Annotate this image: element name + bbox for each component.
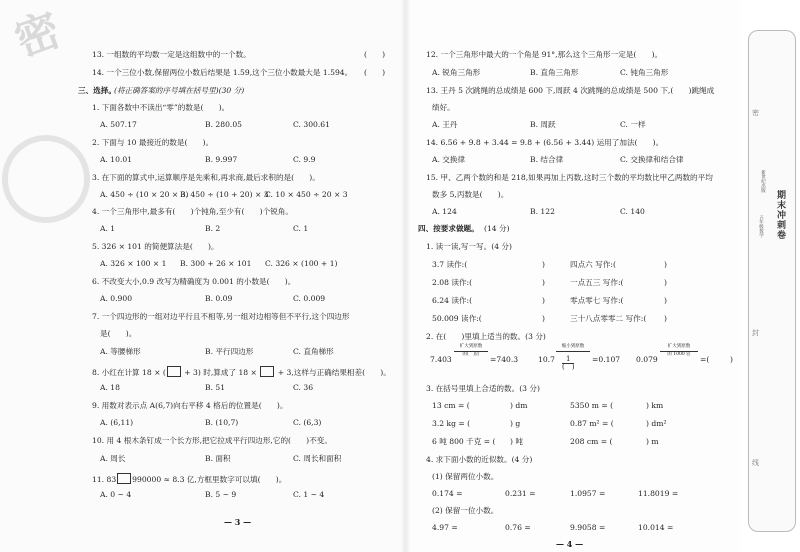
close-paren: ): [664, 260, 667, 269]
write-item: 一点五三 写作:(: [570, 278, 624, 287]
option-c: C. 140: [620, 207, 645, 216]
section-title-practice: 四、按要求做题。: [418, 224, 479, 233]
side-margin-strip: [748, 30, 796, 532]
option-a: A. 0.900: [100, 294, 133, 303]
option-b: B. 2: [205, 224, 221, 233]
question-tf-14: 14. 一个三位小数,保留两位小数后结果是 1.59,这个三位小数最大是 1.594。: [92, 68, 353, 77]
question-text-part: 990000 ≈ 8.3 亿,方框里数字可以填( )。: [132, 475, 287, 484]
chain-arrow-top: 扩大到原数: [660, 345, 698, 352]
option-c: C. 一样: [620, 120, 646, 129]
question-text-cont: 绩好。: [432, 103, 455, 112]
option-a: A. 锐角三角形: [432, 68, 481, 77]
question-text: 9. 用数对表示点 A(6,7)向右平移 4 格后的位置是( )。: [92, 401, 288, 410]
close-paren: ): [542, 296, 545, 305]
unit-item-left: 0.87 m² = (: [570, 419, 614, 428]
read-item: 2.08 读作:(: [432, 278, 473, 287]
question-text-part: + 3) 时,算成了 18 ×: [181, 368, 260, 377]
option-c: C. 1: [293, 224, 309, 233]
option-b: B. 300 + 26 × 101: [180, 259, 252, 268]
write-item: 四点六 写作:(: [570, 260, 616, 269]
option-c: C. 直角梯形: [293, 347, 334, 356]
option-b: B. 122: [530, 207, 555, 216]
unit-item-right: ) g: [510, 419, 521, 428]
option-b: B. (10,7): [205, 418, 239, 427]
read-item: 50.009 读作:(: [432, 314, 482, 323]
blank-box: [167, 366, 181, 377]
stamp-glyph: 密: [8, 4, 68, 68]
option-b: B. 5 ~ 9: [205, 490, 237, 499]
side-label-seal: 封: [752, 329, 759, 337]
option-c: C. 300.61: [293, 120, 330, 129]
approx-item: 4.97 =: [432, 523, 458, 532]
option-c: C. 钝角三角形: [620, 68, 669, 77]
question-text: 15. 甲、乙两个数的和是 218,如果再加上丙数,这时三个数的平均数比甲乙两数的平均: [426, 173, 713, 182]
brand-title: 期末冲刺卷: [775, 190, 785, 240]
option-a: A. 1: [100, 224, 116, 233]
publisher-label: 新世纪出版: [760, 170, 766, 193]
subquestion-title: 3. 在括号里填上合适的数。(3 分): [426, 384, 540, 393]
section-score-practice: (14 分): [484, 224, 510, 233]
confidential-stamp: [2, 135, 90, 223]
question-tf-13: 13. 一组数的平均数一定是这组数中的一个数。: [92, 50, 251, 59]
answer-bracket-13: ( ): [364, 50, 386, 59]
right-page: [410, 0, 740, 552]
chain-arrow-top: 缩小到原数: [556, 345, 590, 352]
unit-item-right: ) dm: [510, 401, 528, 410]
option-c: C. 周长和面积: [293, 454, 342, 463]
chain-start: 7.403: [430, 355, 452, 364]
chain-start: 10.7: [538, 355, 555, 364]
option-b: B. 51: [205, 383, 226, 392]
subquestion-title: 1. 读一读,写一写。(4 分): [426, 242, 512, 251]
question-text-part: + 3,这样与正确结果相差( )。: [275, 368, 391, 377]
subquestion-title: 4. 求下面小数的近似数。(4 分): [426, 455, 533, 464]
fraction-denominator: ( ): [562, 363, 575, 371]
question-text: 10. 用 4 根木条钉成一个长方形,把它拉成平行四边形,它的( )不变。: [92, 436, 332, 445]
option-a: A. 124: [432, 207, 457, 216]
approx-item: 0.174 =: [432, 489, 463, 498]
unit-item-left: 3.2 kg = (: [432, 419, 471, 428]
close-paren: ): [542, 314, 545, 323]
option-c: C. 1 ~ 4: [293, 490, 325, 499]
unit-item-left: 13 cm = (: [432, 401, 470, 410]
option-c: C. 10 × 450 ÷ 20 × 3: [265, 190, 348, 199]
page-number: — 3 —: [224, 517, 252, 527]
option-a: A. 450 ÷ (10 × 20 × 3): [100, 190, 189, 199]
answer-bracket-14: ( ): [364, 68, 386, 77]
unit-item-left: 208 cm = (: [570, 437, 613, 446]
option-b: B. 结合律: [530, 155, 564, 164]
blank-box: [117, 473, 131, 484]
chain-fraction: [562, 356, 574, 371]
question-text-part: 11. 83: [92, 475, 117, 484]
approx-item: 10.014 =: [638, 523, 674, 532]
section-title-choice: 三、选择。: [78, 86, 116, 95]
question-text: 5. 326 × 101 的简便算法是( )。: [92, 242, 219, 251]
question-text-part: 8. 小红在计算 18 × (: [92, 368, 166, 377]
approx-item: 11.8019 =: [638, 489, 679, 498]
read-item: 3.7 读作:(: [432, 260, 468, 269]
option-b: B. 450 ÷ (10 + 20) × 3: [180, 190, 269, 199]
unit-item-right: ) 吨: [510, 437, 523, 446]
option-b: B. 9.997: [205, 155, 238, 164]
fraction-numerator: 1: [562, 356, 574, 364]
question-text: [92, 366, 391, 377]
close-paren: ): [664, 314, 667, 323]
option-b: B. 周跃: [530, 120, 556, 129]
unit-item-left: 6 吨 800 千克 = (: [432, 437, 496, 446]
chain-end: =0.107: [592, 355, 621, 364]
question-text: 4. 一个三角形中,最多有( )个钝角,至少有( )个锐角。: [92, 207, 293, 216]
chain-arrow-label: [454, 345, 488, 357]
approx-item: 9.9058 =: [570, 523, 606, 532]
option-c: C. 326 × (100 + 1): [265, 259, 338, 268]
question-text: 3. 在下面的算式中,运算顺序是先乘和,再求商,最后求积的是( )。: [92, 173, 320, 182]
close-paren: ): [730, 355, 733, 364]
option-b: B. 面积: [205, 454, 231, 463]
close-paren: ): [664, 296, 667, 305]
chain-arrow-bottom: 的( )倍: [462, 351, 480, 357]
option-c: C. 0.009: [293, 294, 326, 303]
chain-arrow-label: [556, 345, 590, 353]
approx-item: 0.76 =: [505, 523, 531, 532]
question-text: [92, 473, 286, 484]
unit-item-left: 5350 m = (: [570, 401, 614, 410]
chain-end: =(: [700, 355, 710, 364]
side-label-seal: 密: [752, 109, 759, 117]
chain-start: 0.079: [636, 355, 658, 364]
option-a: A. 18: [100, 383, 120, 392]
page-number: — 4 —: [556, 539, 584, 549]
section-note-choice: (将正确答案的序号填在括号里)(30 分): [114, 86, 245, 95]
question-text-cont: 数多 5,丙数是( )。: [432, 190, 509, 199]
option-a: A. 507.17: [100, 120, 137, 129]
option-b: B. 直角三角形: [530, 68, 579, 77]
option-c: C. 交换律和结合律: [620, 155, 684, 164]
option-a: A. 周长: [100, 454, 126, 463]
question-text-cont: 是( )。: [100, 329, 137, 338]
approx-item: 0.231 =: [505, 489, 536, 498]
option-a: A. 10.01: [100, 155, 133, 164]
write-item: 零点零七 写作:(: [570, 296, 624, 305]
blank-box: [260, 366, 274, 377]
question-text: 14. 6.56 + 9.8 + 3.44 = 9.8 + (6.56 + 3.44) 运用了加法( )。: [426, 138, 664, 147]
unit-item-right: ) dm²: [646, 419, 667, 428]
approx-subtitle: (2) 保留一位小数。: [432, 506, 499, 515]
chain-arrow-label: [660, 345, 698, 357]
close-paren: ): [542, 260, 545, 269]
option-a: A. 等腰梯形: [100, 347, 141, 356]
write-item: 三十八点零零二 写作:(: [570, 314, 647, 323]
subquestion-title: 2. 在( )里填上适当的数。(3 分): [426, 332, 546, 341]
question-text: 12. 一个三角形中最大的一个角是 91°,那么这个三角形一定是( )。: [426, 50, 663, 59]
question-text: 7. 一个四边形的一组对边平行且不相等,另一组对边相等但不平行,这个四边形: [92, 312, 350, 321]
question-text: 2. 下面与 10 最接近的数是( )。: [92, 138, 214, 147]
close-paren: ): [542, 278, 545, 287]
question-text: 13. 王丹 5 次跳绳的总成绩是 600 下,周跃 4 次跳绳的总成绩是 500 下,( )跳绳成: [426, 86, 715, 95]
chain-arrow-top: 扩大到原数: [454, 345, 488, 352]
option-b: B. 0.09: [205, 294, 233, 303]
option-c: C. (6,3): [293, 418, 322, 427]
option-a: A. 326 × 100 × 1: [100, 259, 167, 268]
option-c: C. 9.9: [293, 155, 316, 164]
brand-subtitle: 五年级数学: [758, 215, 764, 238]
option-a: A. (6,11): [100, 418, 134, 427]
close-paren: ): [664, 278, 667, 287]
option-c: C. 36: [293, 383, 314, 392]
approx-subtitle: (1) 保留两位小数。: [432, 472, 499, 481]
option-b: B. 平行四边形: [205, 347, 254, 356]
chain-end: =740.3: [490, 355, 519, 364]
question-text: 6. 不改变大小,0.9 改写为精确度为 0.001 的小数是( )。: [92, 277, 296, 286]
side-label-line: 线: [752, 459, 759, 467]
unit-item-right: ) m: [646, 437, 659, 446]
read-item: 6.24 读作:(: [432, 296, 473, 305]
option-a: A. 交换律: [432, 155, 466, 164]
option-b: B. 280.05: [205, 120, 242, 129]
option-a: A. 0 ~ 4: [100, 490, 132, 499]
unit-item-right: ) km: [646, 401, 664, 410]
chain-arrow-bottom: 的 1000 倍: [667, 351, 691, 357]
question-text: 1. 下面各数中不读出“零”的数是( )。: [92, 103, 230, 112]
option-a: A. 王丹: [432, 120, 458, 129]
approx-item: 1.0957 =: [570, 489, 606, 498]
